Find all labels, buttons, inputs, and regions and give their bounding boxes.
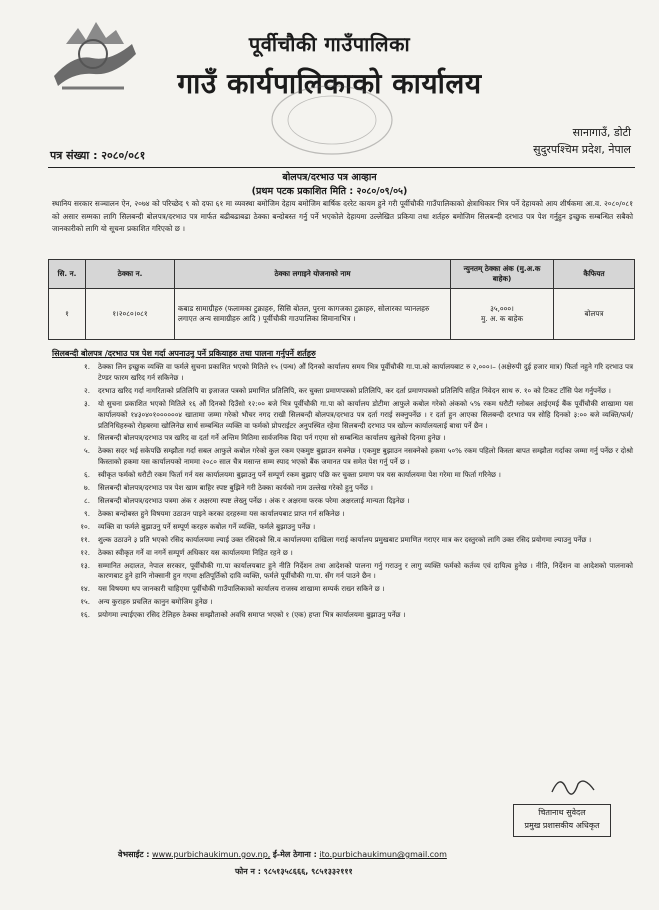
website-link[interactable]: www.purbichaukimun.gov.np, <box>152 850 271 859</box>
term-text: यो सुचना प्रकाशित भएको मितिले १६ औं दिनको दिउँसो १२:०० बजे भित्र पूर्वीचौकी गा.पा को कार्यालय डोटीमा आफुले कबोल गरेको अंकको ५% रकम धरौटी ग्लोबल आईएमई बैंक पूर्वीचौकी शाखामा यस कार्यालयको १४३०४०१००००००४ खातामा जम्मा गरेको भौचर नगद राखी सिलबन्दी बोलपत्र/दरभाउ पत्र दर्ता गराई सक्नुपर्नेछ । र दर्ता हुन आएका सिलबन्दी दरभाउ पत्र सोहि दिनको ३:०० बजे व्यक्ति/फर्म/प्रतिनिधिहरुको रोहबरमा खोलिनेछ सार्थ सम्बन्धित व्यक्ति वा फर्मको प्रोपराईटर अनुपस्थित रहेमा सिलबन्दी दरभाउ पत्र खोल्न कार्यालयलाई बाधा पर्ने छैन । <box>98 398 633 430</box>
list-item <box>60 548 633 559</box>
signature-scribble-icon <box>548 770 598 800</box>
list-item <box>60 386 633 397</box>
term-text: सिलबन्दी बोलपत्र/दरभाउ पत्रमा अंक र अक्षरमा स्पष्ट लेख्नु पर्नेछ । अंक र अक्षरमा फरक परेमा अक्षरलाई मान्यता दिइनेछ । <box>98 495 410 505</box>
municipality-name: पूर्वीचौकी गाउँपालिका <box>248 32 411 56</box>
letter-number: पत्र संख्या : २०८०/०८१ <box>50 149 146 162</box>
office-stamp-icon <box>262 80 402 160</box>
list-item <box>60 535 633 546</box>
list-item <box>60 399 633 432</box>
website-label: वेभसाईट : <box>118 850 150 859</box>
term-text: ठेक्का सदर भई सकेपछि सम्झौता गर्दा सबल आफुले कबोल गरेको कुल रकम एकमुष्ट बुझाउन सक्नेछ । एकमुष्ट बुझाउन नसक्नेको हकमा ५०% रकम पहिलो किस्ता बापत सम्झौता गर्दाका जम्मा गर्नु पर्नेछ र दोश्रो किस्ताको हकमा यस कार्यालयको नाममा २०८० साल चैत्र मसान्त सम्म स्याद भएको बैंक जमानत पत्र समेत पेश गर्नु पर्ने छ । <box>98 446 633 467</box>
col-header-remark: कैफियत <box>554 260 635 289</box>
list-item <box>60 610 633 621</box>
notice-title: बोलपत्र/दरभाउ पत्र आव्हान <box>282 172 377 183</box>
term-text: सम्मानित अदालत, नेपाल सरकार, पूर्वीचौकी गा.पा कार्यालयबाट हुने नीति निर्देशन तथा आदेशको पालना गर्नु गराउनु र लागु व्यक्ति फर्मको कर्तव्य एवं दायित्व हुनेछ । नीति, निर्देशन वा आदेशको पालनाको कारणबाट हुने हानि नोक्सानी हुन गएमा क्षतिपूर्तिको दावि व्यक्ति, फर्मले पूर्वीचौकी गा.पा. सँग गर्न पाउने छैन । <box>98 560 633 581</box>
terms-list <box>60 362 633 623</box>
cell-remark: बोलपत्र <box>554 289 635 340</box>
office-name: गाउँ कार्यपालिकाको कार्यालय <box>177 67 482 100</box>
term-text: स्वीकृत फर्मको धरौटी रकम फिर्ता गर्न यस कार्यालयमा बुझाउनु पर्ने सम्पूर्ण रकम बुझाए पछि कर चुक्ता प्रमाण पत्र यस कार्यालयमा पेश गरेमा मा फिर्ता गरिनेछ । <box>98 470 501 480</box>
list-item <box>60 470 633 481</box>
list-item <box>60 522 633 533</box>
address-line-2: सुदुरपश्चिम प्रदेश, नेपाल <box>533 143 631 156</box>
notice-intro: स्थानिय सरकार सञ्चालन ऐन, २०७४ को परिच्छेद ९ को दफा ६१ मा व्यवस्था बमोजिम देहाय बमोजिम बार्षिक दररेट कायम हुने गरी पूर्वीचौकी गाउँपालिकाको क्षेत्राधिकार भित्र पर्ने देहायको आय शीर्षकमा आ.व. २०८०/०८१ को असार सम्मका लागि सिलबन्दी बोलपत्र/दरभाउ पत्र मार्फत बढीबढाबढा ठेक्का बन्दोबस्त गर्नु पर्ने भएकोले देहायमा उल्लेखित प्रकिया तथा शर्तहरु बमोजिम सिलबन्दी दरभाउ पत्र पेश गर्नुहुन इच्छुक सम्बन्धित सबैको जानकारीको लागि यो सूचना प्रकाशित गरिएको छ । <box>52 199 633 233</box>
term-text: ठेक्का स्वीकृत गर्ने वा नगर्ने सम्पूर्ण अधिकार यस कार्यालयमा निहित रहने छ । <box>98 547 293 557</box>
col-header-project-name: ठेक्का लगाइने योजनाको नाम <box>175 260 451 289</box>
col-header-contract-no: ठेक्का न. <box>86 260 175 289</box>
term-text: व्यक्ति वा फर्मले बुझाउनु पर्ने सम्पूर्ण करहरु कबोल गर्ने व्यक्ति, फर्मले बुझाउनु पर्नेछ । <box>98 521 316 531</box>
cell-sn: १ <box>49 289 86 340</box>
list-item <box>60 561 633 583</box>
list-item <box>60 584 633 595</box>
term-text: सिलबन्दी बोलपत्र/दरभाउ पत्र पेश खाम बाहिर स्पष्ट बुझिने गरी ठेक्का कार्यको नाम उल्लेख गरेको हुनु पर्नेछ । <box>98 483 373 493</box>
terms-heading: सिलबन्दी बोलपत्र /दरभाउ पत्र पेश गर्दा अपनाउनु पर्ने प्रकियाहरु तथा पालना गर्नुपर्ने शर्तहरु <box>52 349 316 358</box>
term-number: ११. <box>80 534 90 544</box>
term-text: दरभाउ खरिद गर्दा नागरिताको प्रतिलिपि वा इजाजत पत्रको प्रमाणित प्रतिलिपि, कर चुक्ता प्रमाणपत्रको प्रतिलिपि, कर दर्ता प्रमाणपत्रको प्रतिलिपि सहित निवेदन साथ रु. १० को टिकट टाँसि पेश गर्नुपर्नेछ । <box>98 385 611 395</box>
signatory-title: प्रमुख प्रशासकीय अधिकृत <box>524 821 600 830</box>
signature-stamp <box>513 804 611 837</box>
term-number: १६. <box>80 610 90 620</box>
signatory-name: चितानाथ सुवेदल <box>538 808 586 817</box>
cell-min-amount <box>451 289 554 340</box>
list-item <box>60 483 633 494</box>
tender-table <box>48 259 635 340</box>
term-number: १. <box>84 362 90 371</box>
address-line-1: सानागाउँ, डोटी <box>572 126 631 139</box>
col-header-sn: सि. न. <box>49 260 86 289</box>
term-number: ५. <box>84 446 90 456</box>
table-row <box>49 289 635 340</box>
term-text: सिलबन्दी बोलपत्र/दरभाउ पत्र खरिद वा दर्ता गर्ने अन्तिम मितिमा सार्वजनिक विदा पर्न गएमा सो सम्बन्धित कार्यालय खुलेको दिनमा हुनेछ । <box>98 433 446 443</box>
list-item <box>60 509 633 520</box>
term-number: १४. <box>80 584 90 594</box>
term-number: ७. <box>84 483 90 493</box>
email-link[interactable]: ito.purbichaukimun@gmail.com <box>319 850 447 859</box>
header-divider <box>48 167 635 168</box>
list-item <box>60 433 633 444</box>
term-number: २. <box>84 385 90 395</box>
term-number: ९. <box>84 508 90 518</box>
cell-contract-no: १।२०८०।०८१ <box>86 289 175 340</box>
term-number: ३. <box>84 398 90 408</box>
term-number: ८. <box>84 495 90 505</box>
phone-number: फोन न : ९८५१३५८६६६, ९८५१३३२१११ <box>235 867 353 876</box>
term-text: यस विषयमा थप जानकारी चाहिएमा पूर्वीचौकी गाउँपालिकाको कार्यालय राजस्व शाखामा सम्पर्क राख्न सकिने छ । <box>98 584 385 594</box>
footer-contact-row <box>118 849 447 860</box>
amount-value: ३५,०००। <box>490 304 514 313</box>
list-item <box>60 496 633 507</box>
term-text: प्रयोगमा ल्याईएका रसिद टेलिहरु ठेक्का सम्झौताको अवधि समाप्त भएको १ (एक) हप्ता भित्र कार्यालयमा बुझाउनु पर्नेछ । <box>98 610 406 620</box>
cell-project-name: कबाड सामाग्रीहरु (फलामका टुक्राहरु, सिसि बोतल, पुरना कागजका टुक्राहरु, सोलारका प्यानलहरु लगाएत अन्य सामाग्रीहरु आदि ) पूर्वीचौकी गाउपालिका सिमानाभित्र । <box>175 289 451 340</box>
term-text: शुल्क उठाउने ३ प्रति भएको रसिद कार्यालयमा ल्याई उक्त रसिदको सि.व कार्यालयमा दाखिला गराई कार्यालय प्रमुखबाट प्रमाणित गराएर मात्र कर दस्तुरको लागि उक्त रसिद प्रयोगमा ल्याउनु पर्नेछ । <box>98 534 592 544</box>
term-text: ठेक्का लिन इच्छुक व्यक्ति वा फर्मले सुचना प्रकाशित भएको मितिले १५ (पन्ध) औं दिनको कार्यालय समय भित्र पूर्वीचौकी गा.पा.को कार्यालयबाट रु २,०००।– (अक्षेरुपी दुई हजार मात्र) फिर्ता नहुने गरि दरभाउ पत्र टेण्डर फारम खरिद गर्न सकिनेछ । <box>98 362 633 382</box>
amount-note: मु. अ. क बाहेक <box>480 314 524 323</box>
list-item <box>60 446 633 468</box>
list-item <box>60 597 633 608</box>
term-number: १३. <box>80 560 90 570</box>
term-number: १५. <box>80 597 90 607</box>
email-label: ई-मेल ठेगाना : <box>272 850 317 859</box>
term-text: ठेक्का बन्दोबस्त हुने विषयमा उठाउन पाइने करका दरहरुमा यस कार्यालयबाट प्राप्त गर्न सकिनेछ । <box>98 508 345 518</box>
term-number: १०. <box>80 521 90 531</box>
notice-subtitle: (प्रथम पटक प्रकाशित मिति : २०८०/०९/०५) <box>251 186 408 197</box>
term-number: १२. <box>80 547 90 557</box>
table-header-row <box>49 260 635 289</box>
col-header-min-amount: न्युनतम् ठेक्का अंक (मु.अ.क बाहेक) <box>451 260 554 289</box>
term-number: ६. <box>84 470 90 480</box>
term-text: अन्य कुराहरु प्रचलित कानुन बमोजिम हुनेछ । <box>98 597 213 607</box>
term-number: ४. <box>84 433 90 443</box>
list-item <box>60 362 633 384</box>
